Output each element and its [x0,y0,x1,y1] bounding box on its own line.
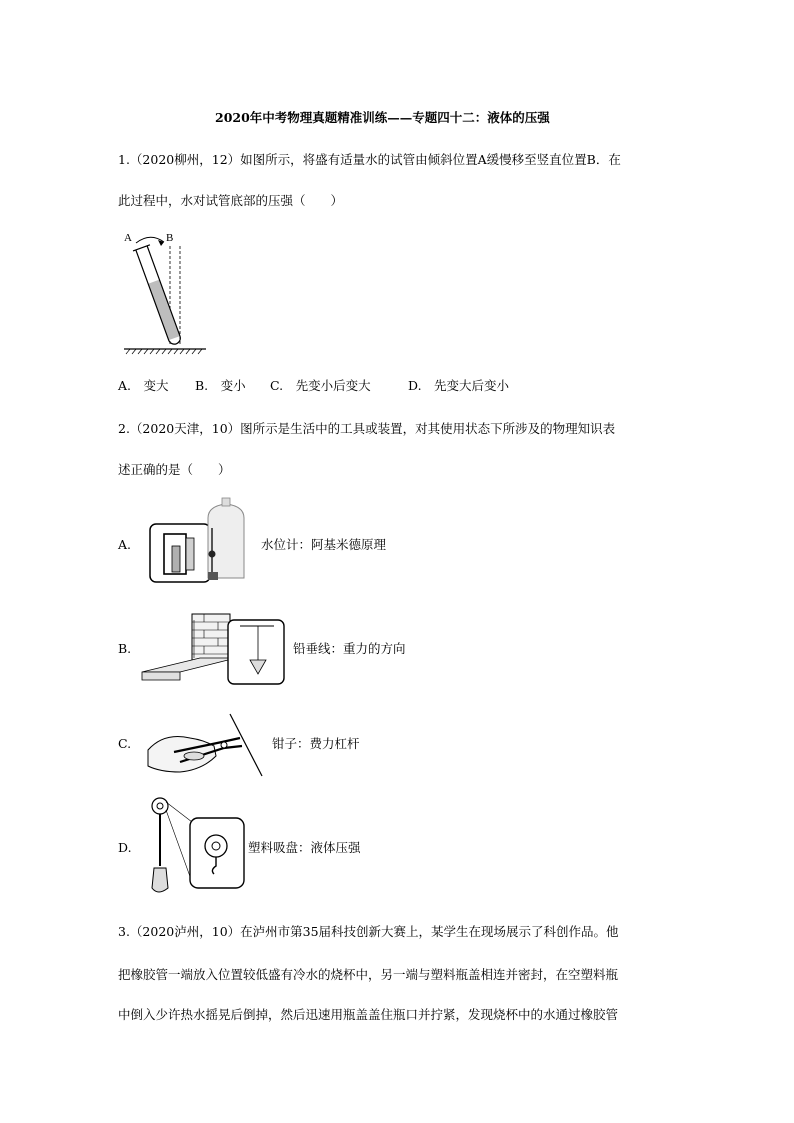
water [148,280,180,340]
page-title: 2020年中考物理真题精准训练——专题四十二：液体的压强 [215,110,550,125]
label-a: A [124,232,132,244]
q2-line-1: 2.（2020天津，10）图所示是生活中的工具或装置，对其使用状态下所涉及的物理知识表 [118,421,616,436]
q2-item-d-text: 塑料吸盘：液体压强 [248,840,361,855]
q2-item-a-text: 水位计：阿基米德原理 [261,537,387,552]
q1-option-a: A. 变大 [118,378,169,393]
label-b: B [166,232,174,244]
water-level-gauge-figure [148,498,258,586]
q2-item-c-text: 钳子：费力杠杆 [272,736,360,751]
ground-hatching [126,349,202,354]
test-tube [133,245,185,347]
q3-line-3: 中倒入少许热水摇晃后倒掉，然后迅速用瓶盖盖住瓶口并拧紧，发现烧杯中的水通过橡胶管 [118,1007,619,1022]
q1-option-c: C. 先变小后变大 [270,378,371,393]
q2-item-b-letter: B. [118,641,132,656]
q3-line-2: 把橡胶管一端放入位置较低盛有冷水的烧杯中，另一端与塑料瓶盖相连并密封，在空塑料瓶 [118,967,619,982]
q1-option-b: B. 变小 [195,378,246,393]
q1-option-d: D. 先变大后变小 [408,378,510,393]
q3-line-1: 3.（2020泸州，10）在泸州市第35届科技创新大赛上，某学生在现场展示了科创作品。他 [118,924,619,939]
q2-item-b-text: 铅垂线：重力的方向 [293,641,406,656]
plumb-line-figure [140,610,290,690]
suction-cup-figure [144,792,248,902]
q2-item-d-letter: D. [118,840,132,855]
q2-item-a-letter: A. [118,537,132,552]
pliers-figure [144,710,268,782]
q2-line-2: 述正确的是（ ） [118,462,231,477]
q2-item-c-letter: C. [118,736,132,751]
q1-line-1: 1.（2020柳州，12）如图所示，将盛有适量水的试管由倾斜位置A缓慢移至竖直位置B．在 [118,152,621,167]
q1-test-tube-figure [120,228,210,356]
q1-line-2: 此过程中，水对试管底部的压强（ ） [118,193,344,208]
